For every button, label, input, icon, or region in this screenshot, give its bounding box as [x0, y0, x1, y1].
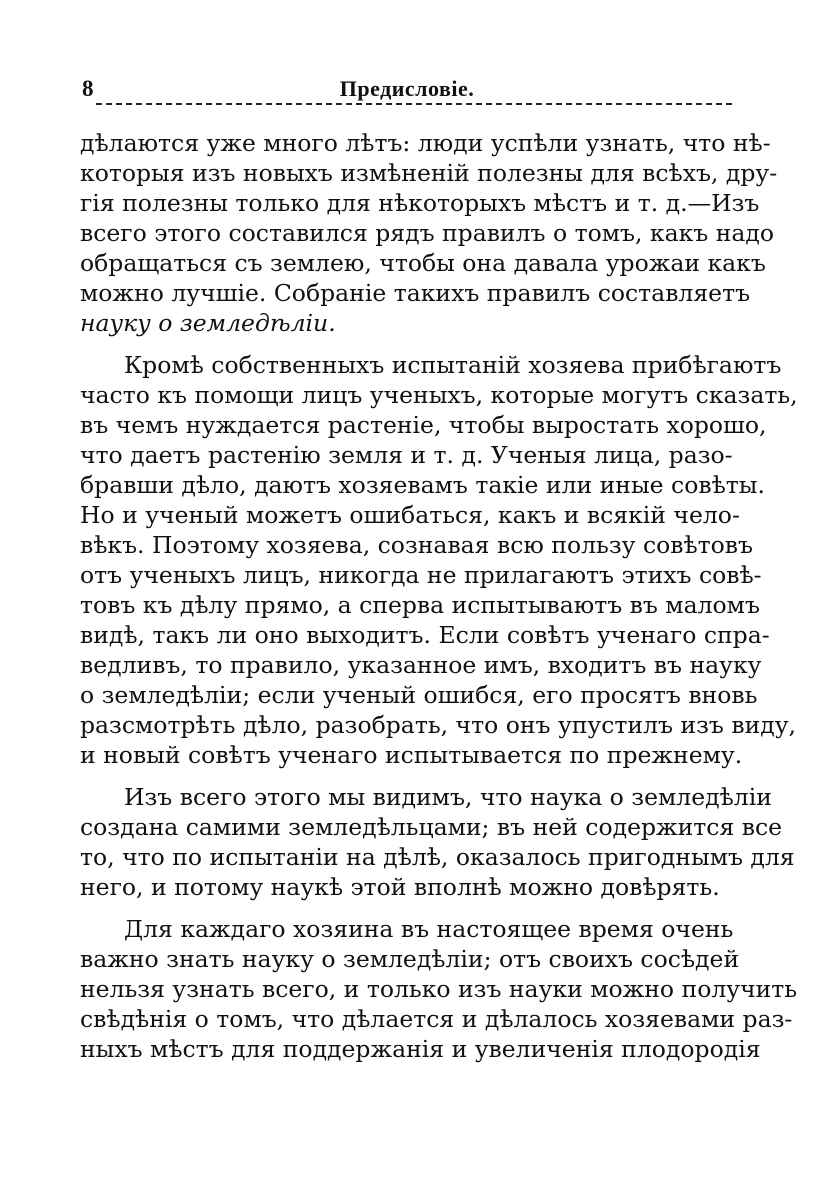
text-line: всего этого составился рядъ правилъ о томъ, какъ надо: [80, 219, 774, 247]
text-line: [80, 308, 730, 338]
header-rule: [96, 103, 732, 105]
text-line: о земледѣліи; если ученый ошибся, его просятъ вновь: [80, 681, 758, 709]
text-line: свѣдѣнія о томъ, что дѣлается и дѣлалось хозяевами раз-: [80, 1005, 793, 1033]
paragraph-3: [80, 782, 795, 902]
text-line: дѣлаются уже много лѣтъ: люди успѣли узнать, что нѣ-: [80, 129, 771, 157]
text-line: то, что по испытаніи на дѣлѣ, оказалось пригоднымъ для: [80, 843, 795, 871]
paragraph-1: [80, 128, 778, 338]
body-text: [80, 128, 798, 1076]
text-line: часто къ помощи лицъ ученыхъ, которые могутъ сказать,: [80, 381, 798, 409]
text-line: Изъ всего этого мы видимъ, что наука о земледѣліи: [124, 783, 772, 811]
text-line: него, и потому наукѣ этой вполнѣ можно довѣрять.: [80, 873, 720, 901]
paragraph-2: [80, 350, 798, 770]
page-number: 8: [82, 76, 94, 101]
emphasis-text: науку о земледѣліи.: [80, 309, 336, 337]
text-line: можно лучшіе. Собраніе такихъ правилъ составляетъ: [80, 279, 751, 307]
text-line: вѣкъ. Поэтому хозяева, сознавая всю пользу совѣтовъ: [80, 531, 753, 559]
text-line: нельзя узнать всего, и только изъ науки можно получить: [80, 975, 798, 1003]
text-line: отъ ученыхъ лицъ, никогда не прилагаютъ этихъ совѣ-: [80, 561, 762, 589]
text-line: обращаться съ землею, чтобы она давала урожаи какъ: [80, 249, 766, 277]
paragraph-4: [80, 914, 798, 1064]
text-line: товъ къ дѣлу прямо, а сперва испытываютъ въ маломъ: [80, 591, 760, 619]
text-line: въ чемъ нуждается растеніе, чтобы выростать хорошо,: [80, 411, 767, 439]
text-line: гія полезны только для нѣкоторыхъ мѣстъ и т. д.—Изъ: [80, 189, 760, 217]
text-line: создана самими земледѣльцами; въ ней содержится все: [80, 813, 783, 841]
running-title: Предисловіе.: [339, 76, 475, 101]
text-line: видѣ, такъ ли оно выходитъ. Если совѣтъ ученаго спра-: [80, 621, 770, 649]
text-line: разсмотрѣть дѣло, разобрать, что онъ упустилъ изъ виду,: [80, 711, 796, 739]
text-line: Для каждаго хозяина въ настоящее время очень: [124, 915, 734, 943]
text-line: Но и ученый можетъ ошибаться, какъ и всякій чело-: [80, 501, 740, 529]
text-line: ныхъ мѣстъ для поддержанія и увеличенія плодородія: [80, 1035, 761, 1063]
text-line: Кромѣ собственныхъ испытаній хозяева прибѣгаютъ: [124, 351, 782, 379]
text-line: бравши дѣло, даютъ хозяевамъ такіе или иные совѣты.: [80, 471, 765, 499]
page-header: [82, 72, 732, 112]
text-line: важно знать науку о земледѣліи; отъ своихъ сосѣдей: [80, 945, 740, 973]
text-line: и новый совѣтъ ученаго испытывается по прежнему.: [80, 741, 743, 769]
text-line: что даетъ растенію земля и т. д. Ученыя лица, разо-: [80, 441, 733, 469]
text-line: которыя изъ новыхъ измѣненій полезны для всѣхъ, дру-: [80, 159, 778, 187]
text-line: ведливъ, то правило, указанное имъ, входитъ въ науку: [80, 651, 762, 679]
